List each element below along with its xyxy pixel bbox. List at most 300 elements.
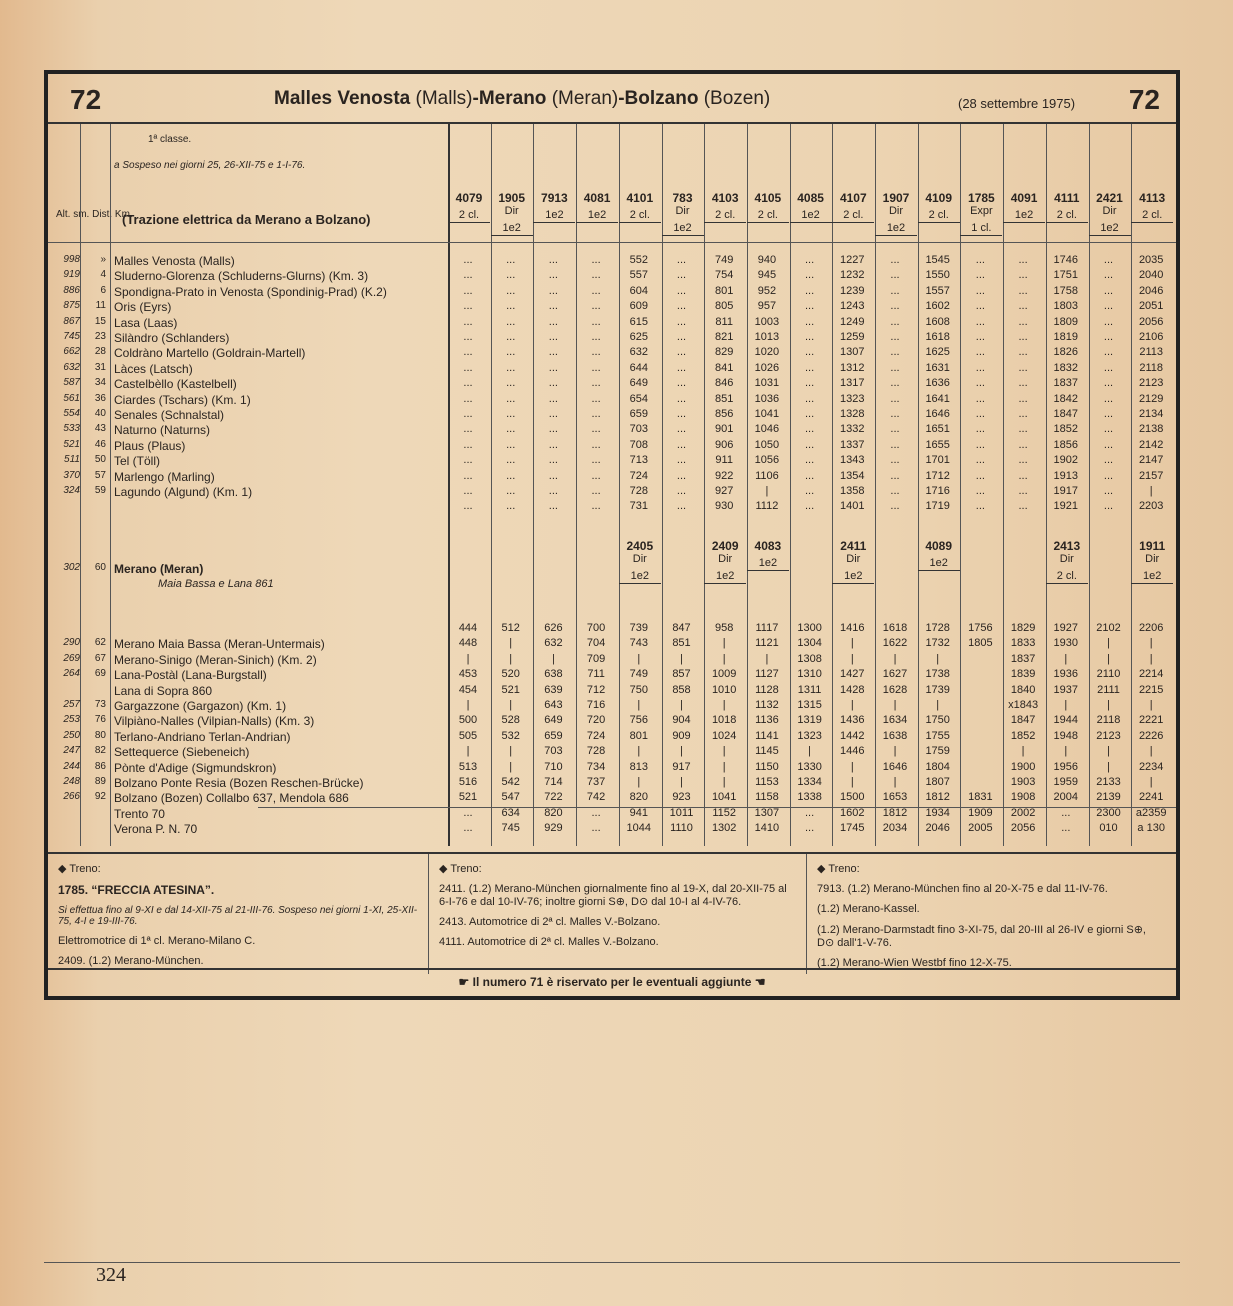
time-cell: 010 [1099, 822, 1118, 835]
time-cell: ... [805, 500, 815, 513]
station-name: Lasa (Laas) [114, 315, 178, 330]
altitude: 919 [63, 269, 80, 281]
time-cell: | [722, 745, 726, 758]
distance: 89 [94, 776, 106, 787]
time-cell: 1956 [1053, 760, 1079, 773]
time-cell: 1719 [925, 500, 950, 513]
train-header [533, 192, 575, 223]
time-cell: 728 [586, 745, 606, 758]
time-cell: 851 [672, 637, 691, 650]
time-cell: | [893, 699, 897, 711]
time-cell: 2056 [1138, 315, 1164, 328]
train-class: 2 cl. [1046, 209, 1088, 223]
time-cell: 952 [757, 284, 777, 297]
time-cell: ... [591, 806, 601, 819]
time-cell: ... [506, 408, 516, 420]
time-cell: ... [805, 254, 815, 266]
time-cell: 841 [715, 361, 734, 374]
time-cell: ... [463, 469, 473, 482]
time-cell: 1937 [1053, 683, 1079, 696]
time-cell: 1622 [882, 637, 908, 650]
time-cell: 1334 [797, 776, 822, 788]
time-cell: 626 [544, 622, 563, 634]
table-number-right: 72 [1128, 84, 1160, 115]
altitude: 886 [63, 284, 80, 296]
time-cell: 1112 [755, 500, 779, 513]
train-class: 1e2 [918, 557, 960, 571]
time-cell: ... [548, 392, 558, 405]
time-cell: a2359 [1135, 806, 1167, 819]
time-cell: 1602 [925, 300, 950, 313]
time-cell: 1750 [925, 714, 950, 727]
train-class: 1e2 [491, 222, 533, 236]
time-cell: ... [591, 392, 601, 405]
time-cell: 1009 [711, 668, 737, 681]
time-cell: ... [548, 361, 558, 374]
timetable-row [48, 377, 1176, 392]
time-cell: 1751 [1053, 269, 1079, 282]
time-cell: 552 [629, 254, 648, 266]
time-cell: 856 [715, 408, 734, 420]
distance: 82 [94, 745, 106, 757]
time-cell: 901 [715, 423, 734, 436]
time-cell: | [808, 745, 812, 758]
time-cell: | [722, 652, 726, 665]
time-cell: | [509, 652, 513, 665]
time-cell: 2157 [1138, 469, 1164, 482]
time-cell: 957 [757, 300, 777, 313]
train-header [832, 192, 874, 223]
time-cell: ... [890, 408, 900, 420]
altitude: 248 [63, 776, 80, 787]
train-type: Dir [675, 205, 690, 217]
time-cell: ... [676, 408, 687, 420]
time-cell: 649 [629, 377, 648, 390]
time-cell: ... [676, 438, 687, 451]
time-cell: ... [506, 500, 516, 513]
time-cell: 1618 [925, 331, 950, 343]
time-cell: 1930 [1053, 637, 1079, 650]
station-name: Plaus (Plaus) [114, 438, 186, 453]
time-cell: 2002 [1010, 806, 1036, 819]
time-cell: 851 [715, 392, 734, 405]
distance: 73 [94, 699, 106, 710]
time-cell: 1756 [968, 622, 993, 634]
time-cell: 1020 [754, 346, 780, 359]
time-cell: | [850, 637, 854, 650]
header-divider [48, 242, 1176, 243]
note-head: ◆ Treno: [439, 863, 482, 875]
train-type: Dir [632, 553, 647, 565]
time-cell: ... [548, 438, 558, 451]
time-cell: 1337 [840, 438, 865, 451]
train-class: 2 cl. [1131, 209, 1173, 223]
train-header [619, 540, 661, 584]
train-header [576, 192, 618, 223]
time-cell: 1010 [711, 683, 737, 696]
time-cell: ... [676, 361, 687, 374]
time-cell: 820 [544, 806, 563, 819]
time-cell: ... [676, 423, 687, 436]
time-cell: 1310 [797, 668, 822, 681]
time-cell: 625 [629, 331, 648, 343]
notes-col-1 [48, 854, 428, 974]
time-cell: ... [975, 469, 985, 482]
title-part: Malles Venosta [274, 88, 411, 109]
time-cell: 1839 [1010, 668, 1036, 681]
timetable-row [48, 668, 1176, 683]
note-text: 2411. (1.2) Merano-München giornalmente fino al 19-X, dal 20-XII-75 al 6-I-76 e dal 10-IV-76; inoltre giorni S⊕, D⊙ dal 10-I al 4-IV-76. [439, 883, 787, 908]
train-number: 4111 [1054, 191, 1080, 205]
station-name: Sluderno-Glorenza (Schluderns-Glurns) (Km. 3) [114, 269, 369, 284]
distance: 46 [94, 438, 106, 450]
time-cell: ... [1018, 346, 1028, 359]
time-cell: ... [591, 377, 601, 390]
timetable-row [48, 485, 1176, 500]
time-cell: ... [506, 392, 516, 405]
time-cell: 724 [629, 469, 648, 482]
time-cell: 649 [544, 714, 563, 727]
train-header [875, 192, 917, 236]
timetable-row [48, 346, 1176, 361]
time-cell: 742 [586, 791, 606, 804]
time-cell: 754 [715, 269, 734, 282]
time-cell: 2118 [1139, 361, 1164, 374]
time-cell: ... [805, 408, 815, 420]
note-text: 4111. Automotrice di 2ª cl. Malles V.-Bolzano. [439, 936, 659, 948]
time-cell: ... [890, 485, 900, 497]
note-text: 2409. (1.2) Merano-München. [58, 955, 204, 967]
time-cell: ... [548, 269, 558, 282]
train-number: 4105 [754, 191, 782, 205]
time-cell: 805 [715, 300, 734, 313]
time-cell: 1807 [925, 776, 950, 788]
time-cell: ... [975, 361, 985, 374]
distance: 11 [95, 300, 106, 312]
train-class: 1e2 [747, 557, 789, 571]
time-cell: 2142 [1138, 438, 1164, 451]
distance: 4 [100, 269, 106, 281]
time-cell: ... [548, 284, 558, 297]
timetable-row [48, 637, 1176, 652]
time-cell: ... [975, 485, 985, 497]
time-cell: ... [1018, 392, 1028, 405]
timetable-header [48, 74, 1176, 122]
station-name: Senales (Schnalstal) [114, 408, 225, 422]
time-cell: ... [548, 300, 558, 313]
time-cell: 1056 [754, 454, 780, 467]
time-cell: 1746 [1053, 254, 1079, 266]
distance: 80 [94, 729, 106, 741]
time-cell: ... [676, 331, 687, 343]
altitude: 554 [63, 408, 80, 419]
time-cell: 1959 [1053, 776, 1079, 788]
altitude: 250 [63, 729, 80, 741]
time-cell: 1442 [840, 729, 865, 742]
time-cell: 922 [715, 469, 734, 482]
time-cell: ... [1103, 315, 1114, 328]
distance: 76 [94, 714, 106, 726]
time-cell: 2035 [1138, 254, 1164, 266]
train-number: 4089 [925, 539, 953, 553]
time-cell: 2214 [1138, 668, 1164, 681]
time-cell: 1031 [754, 377, 780, 390]
timetable-row [48, 300, 1176, 315]
time-cell: ... [890, 284, 900, 297]
time-cell: 2215 [1138, 683, 1164, 696]
train-header [960, 192, 1002, 236]
time-cell: 2056 [1010, 822, 1036, 835]
time-cell: ... [463, 500, 473, 513]
timetable-row [48, 454, 1176, 469]
time-cell: 1410 [754, 822, 780, 835]
time-cell: ... [591, 315, 601, 328]
time-cell: 1121 [755, 637, 779, 650]
distance: 86 [94, 760, 106, 772]
train-number: 4091 [1010, 191, 1038, 205]
time-cell: ... [676, 454, 687, 467]
time-cell: ... [1018, 377, 1028, 390]
time-cell: 1934 [925, 806, 950, 819]
time-cell: 743 [629, 637, 648, 650]
time-cell: ... [805, 331, 815, 343]
time-cell: ... [975, 315, 985, 328]
time-cell: 1152 [712, 806, 737, 819]
time-cell: 1803 [1053, 300, 1079, 313]
time-cell: | [466, 699, 470, 711]
distance: 69 [94, 668, 106, 680]
altitude: 998 [63, 254, 80, 265]
time-cell: 923 [672, 791, 691, 804]
time-cell: ... [548, 485, 558, 497]
time-cell: 1833 [1010, 637, 1036, 650]
time-cell: 1011 [669, 806, 694, 819]
time-cell: 734 [586, 760, 606, 773]
time-cell: 1044 [626, 822, 652, 835]
distance: 15 [94, 315, 106, 327]
time-cell: 532 [501, 729, 520, 742]
time-cell: | [936, 652, 940, 665]
time-cell: ... [676, 377, 687, 390]
time-cell: 1026 [754, 361, 780, 374]
time-cell: 2300 [1096, 806, 1121, 819]
timetable-row [48, 730, 1176, 745]
time-cell: 1812 [925, 791, 950, 804]
time-cell: 811 [715, 315, 733, 328]
time-cell: 1921 [1053, 500, 1079, 513]
timetable-row [48, 699, 1176, 714]
time-cell: ... [676, 500, 687, 513]
time-cell: ... [591, 500, 601, 513]
time-cell: 1712 [925, 469, 950, 482]
time-cell: ... [591, 346, 601, 359]
station-name: Coldràno Martello (Goldrain-Martell) [114, 346, 306, 361]
time-cell: 1545 [925, 254, 950, 266]
time-cell: 1739 [925, 683, 950, 696]
train-class: 1e2 [875, 222, 917, 236]
timetable-row [48, 408, 1176, 423]
time-cell: 1927 [1053, 622, 1079, 634]
station-name: Gargazzone (Gargazon) (Km. 1) [114, 699, 287, 713]
time-cell: 917 [672, 760, 691, 773]
time-cell: 709 [586, 652, 606, 665]
time-cell: ... [591, 469, 601, 482]
time-cell: 1328 [840, 408, 865, 420]
time-cell: 1847 [1010, 714, 1036, 727]
title-part: (Malls) [415, 88, 473, 109]
time-cell: 659 [544, 729, 563, 742]
note-text: Si effettua fino al 9-XI e dal 14-XII-75 al 21-III-76. Sospeso nei giorni 1-XI, 25-XII-75, 4-I e 19-III-76. [58, 905, 418, 927]
train-class: 1e2 [662, 222, 704, 236]
altitude: 302 [63, 562, 80, 573]
time-cell: 846 [715, 377, 734, 390]
time-cell: | [680, 745, 683, 758]
time-cell: ... [463, 254, 473, 266]
table-date: (28 settembre 1975) [958, 96, 1076, 111]
train-class: 1e2 [1131, 570, 1173, 584]
time-cell: | [1149, 637, 1153, 650]
time-cell: | [1064, 745, 1068, 758]
time-cell: 609 [629, 300, 648, 313]
time-cell: 731 [629, 500, 648, 513]
dist-label: Dist. Km. [92, 209, 133, 220]
time-cell: 1641 [925, 392, 950, 405]
time-cell: ... [975, 438, 985, 451]
train-number: 1905 [498, 191, 526, 205]
time-cell: | [850, 760, 854, 773]
time-cell: | [1021, 745, 1025, 758]
time-cell: 1804 [925, 760, 950, 773]
time-cell: 1728 [925, 622, 950, 634]
train-number: 4107 [839, 191, 867, 205]
time-cell: ... [506, 269, 516, 282]
time-cell: 1627 [882, 668, 908, 681]
train-class: 1e2 [704, 570, 746, 584]
time-cell: ... [975, 300, 985, 313]
time-cell: ... [1103, 254, 1114, 266]
time-cell: 2221 [1138, 714, 1164, 727]
time-cell: 2234 [1138, 760, 1164, 773]
time-cell: 1304 [797, 637, 822, 650]
time-cell: | [1064, 652, 1068, 665]
time-cell: | [765, 485, 769, 497]
distance: 6 [100, 284, 106, 296]
time-cell: 615 [629, 315, 648, 328]
time-cell: 1819 [1053, 331, 1079, 343]
time-cell: ... [1103, 408, 1114, 420]
time-cell: 1338 [797, 791, 822, 804]
time-cell: 1829 [1010, 622, 1036, 634]
time-cell: 643 [544, 699, 563, 711]
time-cell: 940 [757, 254, 777, 266]
time-cell: 512 [501, 622, 520, 634]
time-cell: ... [463, 392, 473, 405]
timetable-row [48, 714, 1176, 729]
time-cell: 1332 [840, 423, 865, 436]
time-cell: 909 [672, 729, 691, 742]
time-cell: 1312 [840, 361, 865, 374]
time-cell: 2111 [1097, 683, 1120, 696]
time-cell: ... [676, 254, 687, 266]
time-cell: ... [1018, 408, 1028, 420]
train-number: 2421 [1096, 191, 1123, 205]
timetable-row [48, 269, 1176, 284]
timetable-grid [48, 122, 1176, 854]
time-cell: | [680, 776, 683, 788]
train-header [619, 192, 661, 223]
altitude: 266 [63, 791, 80, 803]
timetable-row [48, 500, 1176, 515]
timetable-row [48, 285, 1176, 300]
time-cell: 941 [629, 806, 648, 819]
time-cell: 1117 [755, 622, 779, 634]
time-cell: | [936, 699, 940, 711]
altitude: 269 [63, 652, 80, 664]
legend-first-class: 1ª classe. [148, 134, 192, 145]
time-cell: | [466, 652, 470, 665]
time-cell: 2040 [1138, 269, 1164, 282]
time-cell: ... [805, 361, 815, 374]
train-type: Dir [1145, 553, 1160, 565]
time-cell: ... [548, 377, 558, 390]
time-cell: 547 [501, 791, 520, 804]
hand-pointer-left-icon: ☚ [754, 975, 766, 989]
train-class: 2 cl. [704, 209, 746, 223]
distance: 34 [94, 377, 106, 389]
time-cell: | [1149, 745, 1153, 758]
time-cell: 1145 [755, 745, 779, 758]
time-cell: 1840 [1010, 683, 1036, 696]
time-cell: 1655 [925, 438, 950, 451]
time-cell: 813 [629, 760, 648, 773]
timetable-row [48, 562, 1176, 577]
time-cell: 708 [629, 438, 648, 451]
time-cell: ... [975, 269, 985, 282]
title-part: (Meran) [551, 88, 619, 109]
time-cell: | [1107, 699, 1110, 711]
time-cell: 1755 [925, 729, 950, 742]
time-cell: | [680, 699, 683, 711]
time-cell: 1826 [1053, 346, 1079, 359]
time-cell: ... [975, 377, 985, 390]
station-subline [48, 578, 1176, 593]
train-class: 1e2 [1003, 209, 1045, 223]
altitude: 370 [63, 469, 80, 481]
time-cell: 1602 [840, 806, 865, 819]
time-cell: ... [506, 377, 516, 390]
time-cell: 1036 [754, 392, 780, 405]
time-cell: ... [805, 315, 815, 328]
time-cell: ... [1018, 500, 1028, 513]
time-cell: 1317 [840, 377, 865, 390]
note-text: (1.2) Merano-Kassel. [817, 903, 920, 915]
time-cell: 1227 [840, 254, 865, 266]
time-cell: 1618 [882, 622, 908, 634]
distance: 62 [94, 637, 106, 649]
timetable-sheet [44, 70, 1180, 1000]
time-cell: ... [805, 377, 815, 390]
altitude: 290 [63, 637, 80, 649]
timetable-row [48, 254, 1176, 269]
time-cell: 1024 [711, 729, 737, 742]
distance: 92 [94, 791, 106, 803]
station-name: Lana-Postàl (Lana-Burgstall) [114, 668, 267, 683]
time-cell: 659 [629, 408, 648, 420]
time-cell: ... [805, 822, 815, 835]
distance: 67 [94, 652, 106, 664]
time-cell: 1239 [840, 284, 865, 297]
train-header [1046, 540, 1088, 584]
